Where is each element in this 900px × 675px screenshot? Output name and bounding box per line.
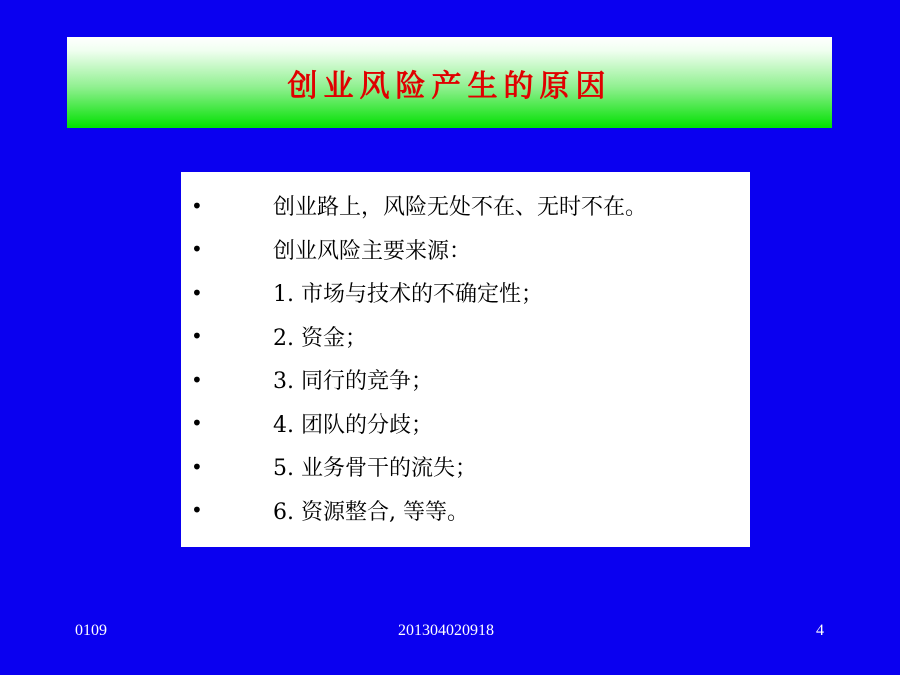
bullet-icon: • (191, 237, 203, 262)
list-item-text: 5. 业务骨干的流失； (273, 456, 477, 482)
bullet-list (181, 184, 750, 532)
list-item-text: 4. 团队的分歧； (273, 412, 433, 438)
list-item-text: 3. 同行的竞争； (273, 369, 433, 395)
list-item (181, 402, 750, 446)
bullet-icon: • (191, 498, 203, 523)
bullet-icon: • (191, 454, 203, 479)
list-item (181, 489, 750, 533)
list-item (181, 184, 750, 228)
bullet-icon: • (191, 367, 203, 392)
list-item-text: 创业路上，风险无处不在、无时不在。 (273, 195, 648, 221)
list-item-text: 1. 市场与技术的不确定性； (273, 282, 543, 308)
slide-title: 创业风险产生的原因 (287, 68, 612, 104)
list-item (181, 228, 750, 272)
page-number: 4 (816, 622, 824, 639)
slide-title-bar (67, 37, 832, 128)
bullet-icon: • (191, 411, 203, 436)
bullet-icon: • (191, 280, 203, 305)
footer-left-text: 0109 (75, 622, 107, 639)
list-item (181, 358, 750, 402)
bullet-icon: • (191, 193, 203, 218)
list-item-text: 2. 资金； (273, 325, 367, 351)
bullet-icon: • (191, 324, 203, 349)
list-item (181, 271, 750, 315)
list-item-text: 创业风险主要来源： (273, 238, 472, 264)
list-item (181, 445, 750, 489)
list-item-text: 6. 资源整合, 等等。 (273, 499, 469, 525)
footer-date-code: 201304020918 (398, 622, 494, 639)
content-box (181, 172, 750, 547)
list-item (181, 315, 750, 359)
